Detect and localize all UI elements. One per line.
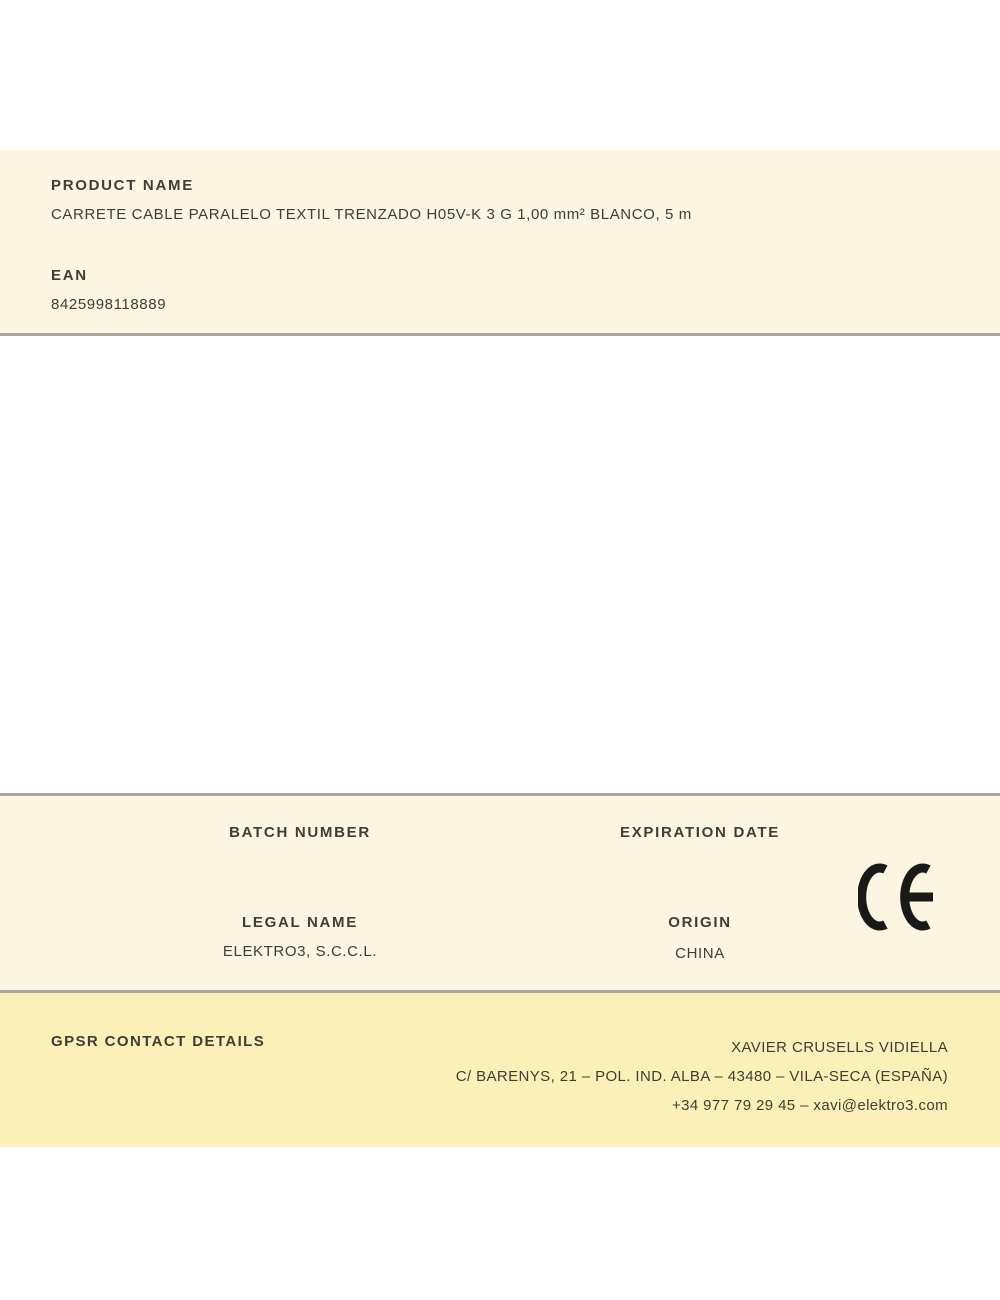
ean-value: 8425998118889 <box>51 296 167 313</box>
origin-label: ORIGIN <box>668 914 732 931</box>
origin-value: CHINA <box>675 945 725 962</box>
ce-mark-icon <box>858 862 942 932</box>
expiration-date-label: EXPIRATION DATE <box>620 824 780 841</box>
gpsr-contact-section <box>0 990 1000 1147</box>
gpsr-contact-details-label: GPSR CONTACT DETAILS <box>51 1033 266 1050</box>
batch-number-label: BATCH NUMBER <box>229 824 371 841</box>
legal-name-value: ELEKTRO3, S.C.C.L. <box>222 943 378 960</box>
contact-phone-email: +34 977 79 29 45 – xavi@elektro3.com <box>671 1097 948 1114</box>
ean-label: EAN <box>51 267 88 284</box>
batch-info-section <box>0 793 1000 990</box>
product-info-section <box>0 150 1000 336</box>
contact-name: XAVIER CRUSELLS VIDIELLA <box>731 1039 948 1056</box>
gpsr-contact-block <box>456 1033 948 1120</box>
legal-name-label: LEGAL NAME <box>242 914 358 931</box>
product-name-value: CARRETE CABLE PARALELO TEXTIL TRENZADO H05V-K 3 G 1,00 mm² BLANCO, 5 m <box>51 206 692 223</box>
contact-address: C/ BARENYS, 21 – POL. IND. ALBA – 43480 – VILA-SECA (ESPAÑA) <box>455 1068 948 1085</box>
product-name-label: PRODUCT NAME <box>51 177 194 194</box>
